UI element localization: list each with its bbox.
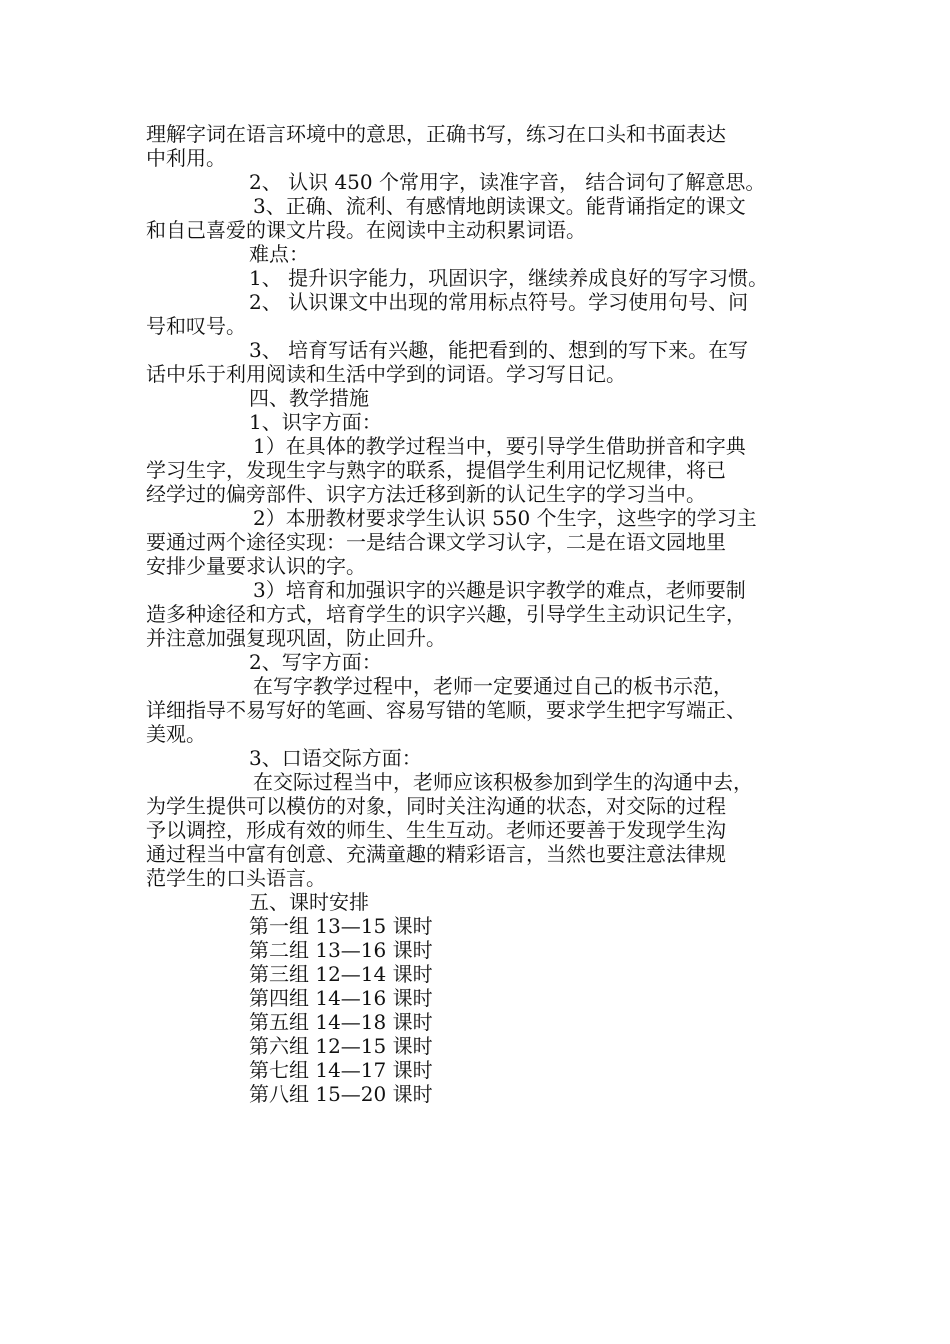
text-line: 要通过两个途径实现：一是结合课文学习认字，二是在语文园地里 [146, 530, 726, 554]
text-line: 造多种途径和方式，培育学生的识字兴趣，引导学生主动识记生字， [146, 602, 746, 626]
text-line: 难点： [249, 242, 309, 266]
text-line: 3、 培育写话有兴趣，能把看到的、想到的写下来。在写 [249, 338, 749, 362]
text-line: 第三组 12—14 课时 [249, 962, 433, 986]
text-line: 通过程当中富有创意、充满童趣的精彩语言，当然也要注意法律规 [146, 842, 726, 866]
text-line: 经学过的偏旁部件、识字方法迁移到新的认记生字的学习当中。 [146, 482, 706, 506]
text-line: 详细指导不易写好的笔画、容易写错的笔顺，要求学生把字写端正、 [146, 698, 746, 722]
text-line: 五、课时安排 [249, 890, 369, 914]
text-line: 学习生字，发现生字与熟字的联系，提倡学生利用记忆规律，将已 [146, 458, 726, 482]
text-line: 在写字教学过程中，老师一定要通过自己的板书示范， [253, 674, 733, 698]
text-line: 3）培育和加强识字的兴趣是识字教学的难点，老师要制 [253, 578, 746, 602]
text-line: 第四组 14—16 课时 [249, 986, 433, 1010]
text-line: 中利用。 [146, 146, 226, 170]
text-line: 2、 认识课文中出现的常用标点符号。学习使用句号、问 [249, 290, 749, 314]
text-line: 为学生提供可以模仿的对象，同时关注沟通的状态，对交际的过程 [146, 794, 726, 818]
text-line: 范学生的口头语言。 [146, 866, 326, 890]
text-line: 1、识字方面： [249, 410, 382, 434]
text-line: 第七组 14—17 课时 [249, 1058, 433, 1082]
text-line: 在交际过程当中，老师应该积极参加到学生的沟通中去， [253, 770, 753, 794]
text-line: 1）在具体的教学过程当中，要引导学生借助拼音和字典 [253, 434, 746, 458]
text-line: 2、 认识 450 个常用字，读准字音， 结合词句了解意思。 [249, 170, 766, 194]
text-line: 并注意加强复现巩固，防止回升。 [146, 626, 446, 650]
text-line: 第一组 13—15 课时 [249, 914, 433, 938]
text-line: 理解字词在语言环境中的意思，正确书写，练习在口头和书面表达 [146, 122, 726, 146]
text-line: 安排少量要求认识的字。 [146, 554, 366, 578]
text-line: 3、正确、流利、有感情地朗读课文。能背诵指定的课文 [253, 194, 746, 218]
text-line: 2）本册教材要求学生认识 550 个生字，这些字的学习主 [253, 506, 757, 530]
text-line: 四、教学措施 [249, 386, 369, 410]
text-line: 3、口语交际方面： [249, 746, 422, 770]
text-line: 第六组 12—15 课时 [249, 1034, 433, 1058]
text-line: 予以调控，形成有效的师生、生生互动。老师还要善于发现学生沟 [146, 818, 726, 842]
text-line: 美观。 [146, 722, 206, 746]
text-line: 号和叹号。 [146, 314, 246, 338]
text-line: 第五组 14—18 课时 [249, 1010, 433, 1034]
text-line: 2、写字方面： [249, 650, 382, 674]
text-line: 第八组 15—20 课时 [249, 1082, 433, 1106]
text-line: 第二组 13—16 课时 [249, 938, 433, 962]
text-line: 1、 提升识字能力，巩固识字，继续养成良好的写字习惯。 [249, 266, 769, 290]
document-page [146, 122, 826, 1106]
text-line: 和自己喜爱的课文片段。在阅读中主动积累词语。 [146, 218, 586, 242]
text-line: 话中乐于利用阅读和生活中学到的词语。学习写日记。 [146, 362, 626, 386]
